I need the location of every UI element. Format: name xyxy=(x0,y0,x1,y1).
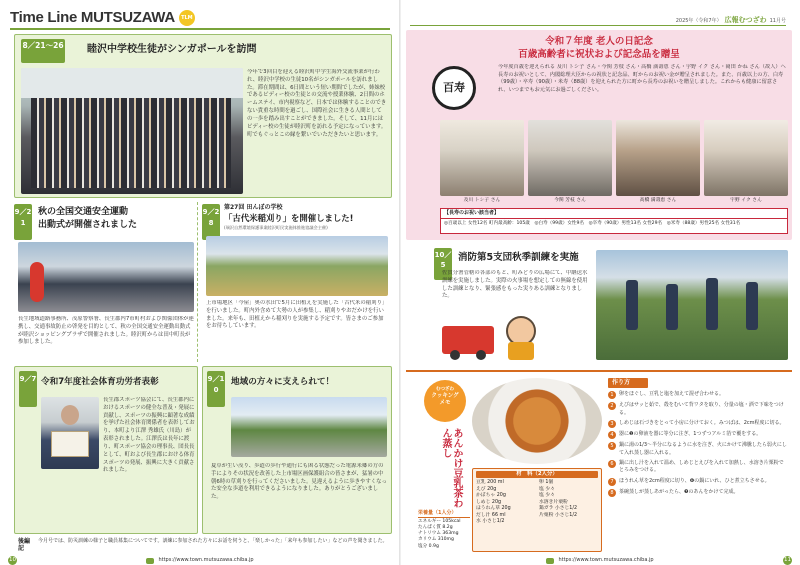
article-traffic-safety xyxy=(14,202,198,362)
issue-brand: 広報むつざわ xyxy=(724,16,767,24)
page-footer-right xyxy=(400,556,800,565)
ingredient: しめじ 20g xyxy=(476,499,502,505)
article-date: 9／21 xyxy=(14,204,32,240)
step-text: 器に❶の卵液を器に等分に注ぎ、1つずつアルミ箔で覆をする。 xyxy=(619,431,762,438)
step-number: 1 xyxy=(608,391,616,399)
editor-note-label: 後編記 xyxy=(18,538,31,552)
ingredient: だし汁 66 ml xyxy=(476,512,506,518)
longevity-table xyxy=(440,208,788,234)
article-date: 9／28 xyxy=(202,204,220,240)
step-text: 鍋に湯の1/3～半分になるように水を注ぎ、火にかけて沸騰したら弱火にして入れ蒸し器に入れる。 xyxy=(619,442,787,456)
step-number: 6 xyxy=(608,460,616,468)
recipe-title: あんかけ豆乳茶わん蒸し xyxy=(440,428,462,508)
article-centenarian xyxy=(406,30,792,240)
step-number: 5 xyxy=(608,442,616,450)
page-footer xyxy=(0,556,400,565)
ingredient: かぼちゃ 20g xyxy=(476,493,506,499)
nutrition-item: カリウム 310mg xyxy=(418,537,454,543)
ingredient: ほうれん草 20g xyxy=(476,506,511,512)
centenarian-photo-1 xyxy=(440,120,524,196)
recipe-badge-line3: メモ xyxy=(439,400,451,407)
step-text: しめじは石づきをとって小房に分けておく。みつばは、2cm程度に切る。 xyxy=(619,419,785,426)
ingredient: 片栗粉 小さじ1/2 xyxy=(539,512,578,518)
nutrition-box xyxy=(418,510,470,552)
ingredients-box xyxy=(472,468,602,552)
centenarian-photo-4 xyxy=(704,120,788,196)
article-rice-harvest xyxy=(202,202,392,362)
article-fire-drill xyxy=(406,244,792,366)
article-photo xyxy=(21,68,243,194)
article-photo xyxy=(206,236,388,296)
recipe-badge-line1: むつざわ xyxy=(436,387,454,392)
issue-month: 11月号 xyxy=(769,18,786,24)
steps-title: 作り方 xyxy=(608,378,648,388)
step-text: 鍋に出し汁を入れて温め、しめじとえびを入れて加熱し、水溶き片栗粉でとろみをつける。 xyxy=(619,460,784,474)
footer-url[interactable]: https://www.town.mutsuzawa.chiba.jp xyxy=(158,557,254,564)
page-header-right xyxy=(410,16,786,26)
centenarian-photo-2 xyxy=(528,120,612,196)
step-number: 4 xyxy=(608,431,616,439)
caption-row xyxy=(440,198,788,204)
issue-year: 2025年（令和7年） xyxy=(675,18,722,24)
page-title: Time Line MUTSUZAWA xyxy=(10,8,175,26)
article-title-2: 百歳高齢者に祝状および記念品を贈呈 xyxy=(518,49,680,60)
photo-caption: 宇野 イク さん xyxy=(730,198,762,203)
article-title-2: 出動式が開催されました xyxy=(38,220,138,230)
article-title: 「古代米稲刈り」を開催しました! xyxy=(224,213,354,223)
step-number: 2 xyxy=(608,402,616,410)
page-header xyxy=(10,8,390,30)
article-title: 地域の方々に支えられて！ xyxy=(231,377,335,387)
ingredient: 豆乳 200 ml xyxy=(476,480,504,486)
step-text: えびはサッと茹で、殻をむいて背ワタを取り、分量の塩・酒で下味をつける。 xyxy=(619,402,784,416)
ingredient: えび 20g xyxy=(476,486,497,492)
step-text: 茶碗蒸しが蒸しあがったら、❼のあんをかけて完成。 xyxy=(619,488,739,495)
nutrition-item: ナトリウム 363mg xyxy=(418,531,459,537)
header-badge: TLM xyxy=(179,10,195,26)
ingredient: 塩 少々 xyxy=(539,493,555,499)
article-title: 秋の全国交通安全運動 xyxy=(38,207,129,217)
article-title: 消防第5支団秋季訓練を実施 xyxy=(458,252,579,263)
article-body: 長生郡スポーツ協会にて、長生郡内におけるスポーツの健全な普及・発展に貢献し、スポーツの振興に顕著な成績を挙げた社会体育関係者を表彰しており、本町より江澤 秀雄氏（川島）が表彰されました。江澤氏は長年に渡り、町スポーツ協会の理事長、団長長として、町および長生郡における体育スポーツの発展、振興に大きく貢献されました。 xyxy=(103,397,195,474)
recipe-photo xyxy=(472,378,602,464)
article-title: 令和7年度社会体育功労者表彰 xyxy=(41,377,159,387)
recipe-section xyxy=(406,370,792,554)
longevity-table-title: 【長寿のお祝い該当者】 xyxy=(441,209,787,219)
article-body: 佐貫分署管轄の各部のもと、町みどりの広場にて、中継送水訓練を実施しました。実際の火事場を想定しての無線を使用した訓練となり、緊張感をもった実りある訓練となりました。 xyxy=(442,270,588,300)
step-text: ほうれん草を2cm程度に切り、❻の鍋にいれ、ひと煮立ちさせる。 xyxy=(619,477,770,484)
step-text: 卵をほぐし、豆乳と塩を加えて混ぜ合わせる。 xyxy=(619,391,725,398)
article-title: 令和７年度 老人の日記念 xyxy=(545,36,653,47)
article-date: 9／10 xyxy=(207,371,225,407)
article-photo xyxy=(231,397,387,457)
mascot-icon xyxy=(146,558,154,564)
centenarian-photo-3 xyxy=(616,120,700,196)
article-body: 上市場地区「今屋」奥の水田で5月に田植えを実施した「古代米の稲刈り」を行いました。町内外含めて大勢の人が参集し、稲刈りやおだかけを行いました。来年も、田植えから稲刈りを実施する予定です。皆さまのご参加をお待ちしています。 xyxy=(206,300,388,330)
steps-box xyxy=(608,378,788,552)
step-number: 8 xyxy=(608,489,616,497)
footer-url[interactable]: https://www.town.mutsuzawa.chiba.jp xyxy=(558,557,654,564)
article-sports-award xyxy=(14,366,198,534)
recipe-badge xyxy=(424,380,466,422)
ingredient: 塩 少々 xyxy=(539,486,555,492)
ingredients-title: 材 料（2人分） xyxy=(476,471,598,478)
nutrition-title: 栄養量（1人分） xyxy=(418,510,470,518)
editor-note-body: 今月号では、防災訓練の様子と職員募集についてです。訓練に参加された方々にお話を伺うと、「楽しかった」「来年も参加したい」などの声を聞きました。 xyxy=(38,538,388,544)
centenarian-logo: 百寿 xyxy=(432,66,476,110)
article-community xyxy=(202,366,392,534)
article-photo xyxy=(41,397,99,469)
photo-caption: 今関 芳枝 さん xyxy=(554,198,586,203)
article-date: 10／5 xyxy=(434,248,452,280)
recipe-badge-line2: クッキング xyxy=(431,393,459,400)
article-subtitle: 第27回 田んぼの学校 xyxy=(224,204,283,211)
ingredients-col1 xyxy=(476,480,535,525)
article-body: 夏草が生い茂り、歩道の歩行や通行にも困る状態だった電源米郷の方の手によりその状況を改善した上市場区画保護組合の皆さまが、猛暑の中朝6時の草刈りを行ってくださいました。見違えるように歩きやすくなった安全な歩道を利用できるようになりました。ありがとうございました。 xyxy=(211,463,387,501)
step-number: 7 xyxy=(608,478,616,486)
ingredient: 水 小さじ1/2 xyxy=(476,519,505,525)
photo-caption: 及川 トシ子 さん xyxy=(463,198,501,203)
center-fold xyxy=(399,0,401,565)
fire-truck-illustration xyxy=(442,314,590,362)
editor-note xyxy=(18,538,392,554)
article-body: 長生地域道路事務所、茂原警察署、長生郡内7市町村および関係団体が連携し、交通事故防止の啓発を目的として、秋の全国交通安全運動出動式が睦沢ショッピングプラザで開催されました。睦沢町からは田中町長が参加しました。 xyxy=(18,316,194,346)
photo-row xyxy=(440,120,788,206)
article-singapore xyxy=(14,34,392,198)
nutrition-item: エネルギー 105kcal xyxy=(418,518,461,524)
nutrition-item: 塩分 0.9g xyxy=(418,543,439,549)
ingredient: 鶏ガラ 小さじ1/2 xyxy=(539,506,578,512)
step-number: 3 xyxy=(608,420,616,428)
article-date: 9／7 xyxy=(19,371,37,407)
right-page xyxy=(400,0,800,565)
nutrition-item: たんぱく質 8.2g xyxy=(418,524,453,530)
ingredient: 水溶き片栗粉 xyxy=(539,499,568,505)
ingredients-col2 xyxy=(539,480,598,525)
article-title: 睦沢中学校生徒がシンガポールを訪問 xyxy=(87,44,257,55)
article-date: 8／21～26 xyxy=(21,39,65,63)
page-number-right: 11 xyxy=(784,557,791,563)
article-body: 今年で3回目を迎える睦沢町中学生海外交流事業が行われ、睦沢中学校の生徒10名がシンガポールを訪れました。滞在期間は、6日間という短い期間でしたが、姉妹校であるビディー校の生徒との交流や授業体験、2日間のホームステイ、市内視察など、日本では体験することのできない貴重な時間を過ごし、国際社会に生きる人間としての一歩を踏み出すことができました。そして、11月にはビディー校の生徒が睦沢町を訪れる予定になっています。町でもぐっとこの縁を繋いでいただきたいと思います。 xyxy=(247,69,387,138)
article-photo xyxy=(18,242,194,312)
photo-caption: 高橋 満壽恵 さん xyxy=(639,198,677,203)
article-body: 今年度百歳を迎えられる 及川 トシ子 さん・今関 芳枝 さん・高橋 満壽恵 さん・宇野 イク さん・岡田 かね さん（故人）へ長寿のお祝いとして、内閣総理大臣からの祝状と記念品、町からのお祝い金が贈呈されました。また、百歳以上の方、白寿（99歳）・卒寿（90歳）・米寿（88歳）を迎えられた方に町から長寿のお祝いを贈呈しました。これからも健康に留意され、いつまでもお元気にお過ごしください。 xyxy=(498,64,786,93)
ingredient: 卵 1個 xyxy=(539,480,554,486)
mascot-icon xyxy=(546,558,554,564)
article-note: (瑞沢自然環境保護事業睦沢町民実施体推進協議会主催) xyxy=(224,225,328,230)
article-photo xyxy=(596,250,788,360)
longevity-table-row: ◎百歳以上 女性12名 町内最高齢：105歳 ◎白寿（99歳）女性9名 ◎卒寿（90歳）男性13名 女性29名 ◎米寿（88歳）男性25名 女性31名 xyxy=(444,220,741,226)
page-number-left: 10 xyxy=(9,557,16,563)
